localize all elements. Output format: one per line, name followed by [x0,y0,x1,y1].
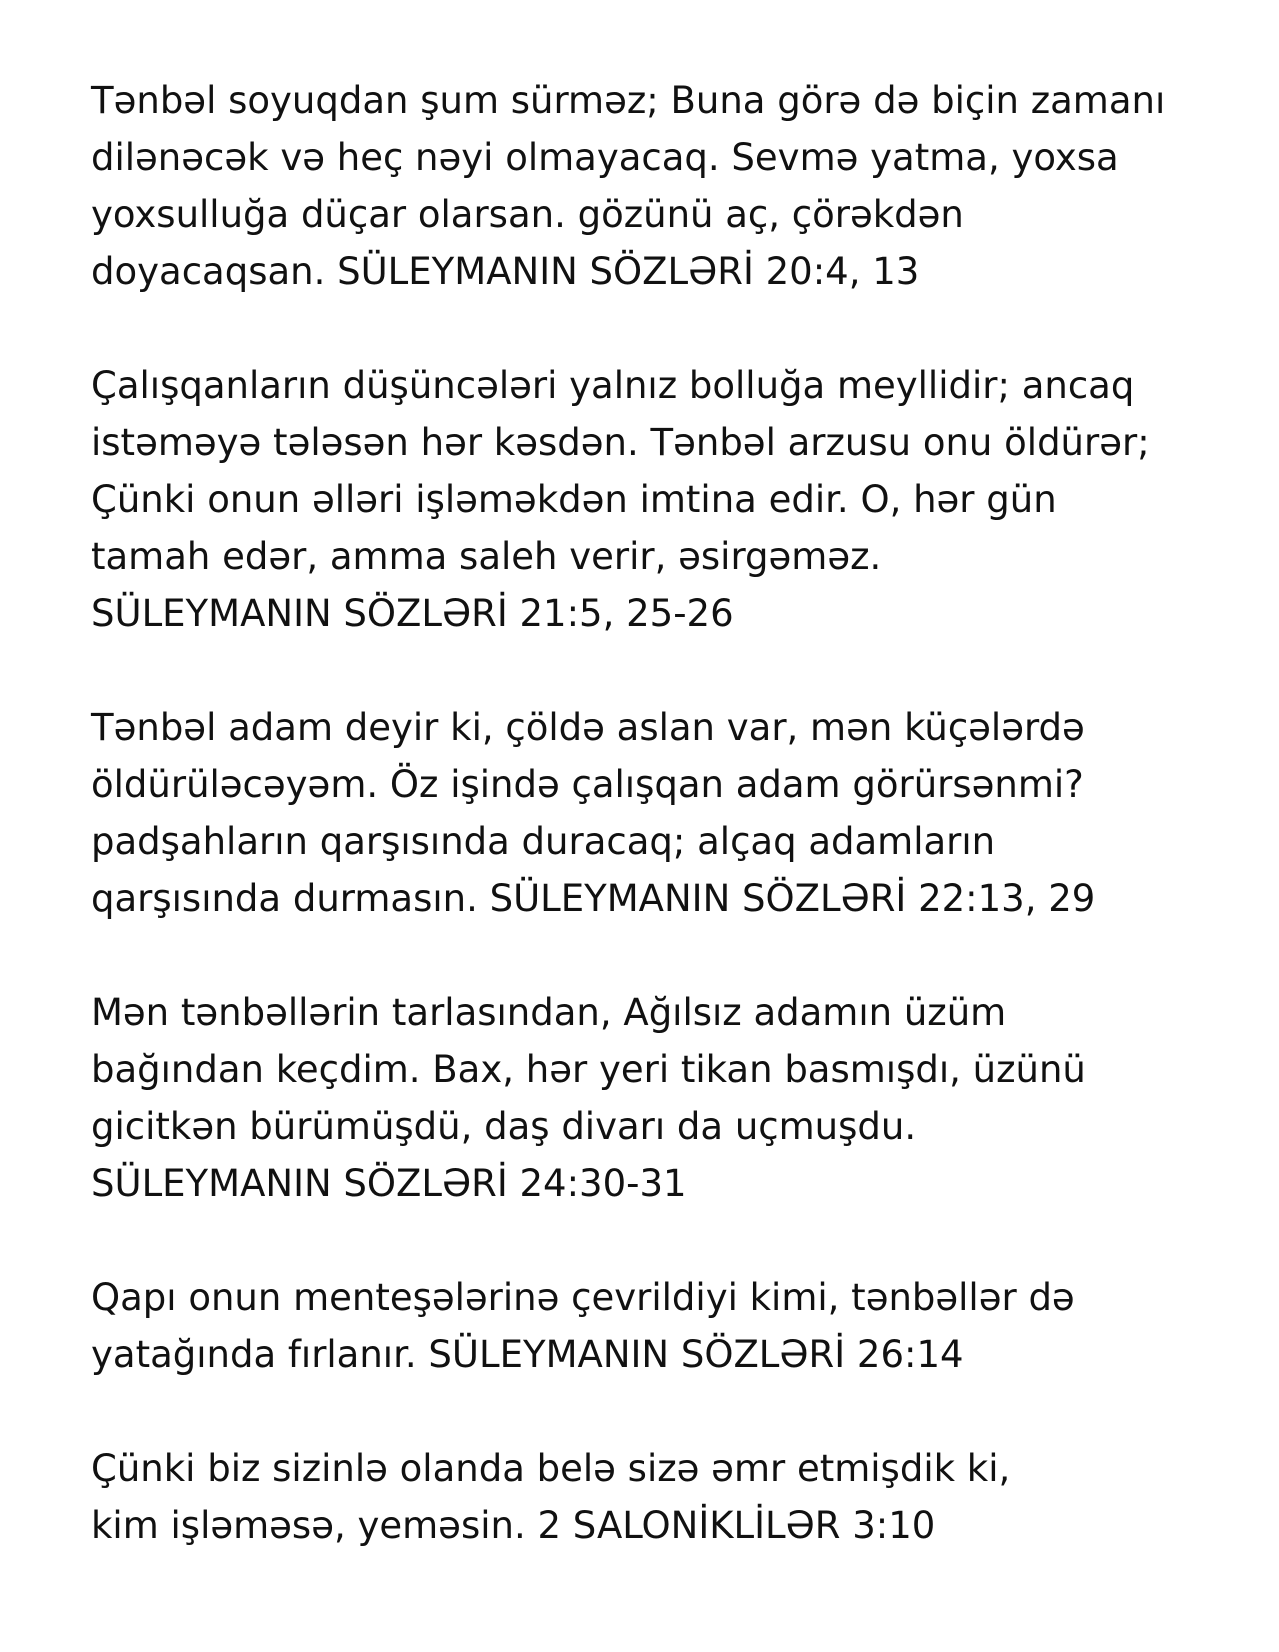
text-line: SÜLEYMANIN SÖZLƏRİ 24:30-31 [91,1162,687,1205]
text-line: Tənbəl adam deyir ki, çöldə aslan var, mən küçələrdə [91,706,1085,749]
text-line: yoxsulluğa düçar olarsan. gözünü aç, çörəkdən [91,193,964,236]
text-line: qarşısında durmasın. SÜLEYMANIN SÖZLƏRİ 22:13, 29 [91,877,1096,920]
text-line: dilənəcək və heç nəyi olmayacaq. Sevmə yatma, yoxsa [91,136,1119,179]
text-line: Mən tənbəllərin tarlasından, Ağılsız adamın üzüm [91,991,1007,1034]
text-line: Tənbəl soyuqdan şum sürməz; Buna görə də biçin zamanı [91,79,1166,122]
verse-paragraph [91,984,1251,1212]
text-line: yatağında fırlanır. SÜLEYMANIN SÖZLƏRİ 26:14 [91,1333,964,1376]
verse-paragraph [91,72,1251,300]
verse-paragraph [91,1440,1251,1554]
text-line: doyacaqsan. SÜLEYMANIN SÖZLƏRİ 20:4, 13 [91,250,920,293]
text-line: gicitkən bürümüşdü, daş divarı da uçmuşdu. [91,1105,917,1148]
text-line: Çünki biz sizinlə olanda belə sizə əmr etmişdik ki, [91,1447,1011,1490]
text-line: tamah edər, amma saleh verir, əsirgəməz. [91,535,882,578]
document-page [91,72,1251,1611]
verse-paragraph [91,1269,1251,1383]
text-line: kim işləməsə, yeməsin. 2 SALONİKLİLƏR 3:10 [91,1504,936,1547]
text-line: öldürüləcəyəm. Öz işində çalışqan adam görürsənmi? [91,763,1084,806]
text-line: bağından keçdim. Bax, hər yeri tikan basmışdı, üzünü [91,1048,1086,1091]
text-line: SÜLEYMANIN SÖZLƏRİ 21:5, 25-26 [91,592,734,635]
text-line: Çünki onun əlləri işləməkdən imtina edir. O, hər gün [91,478,1057,521]
verse-paragraph [91,357,1251,642]
text-line: Qapı onun menteşələrinə çevrildiyi kimi, tənbəllər də [91,1276,1075,1319]
text-line: istəməyə tələsən hər kəsdən. Tənbəl arzusu onu öldürər; [91,421,1150,464]
text-line: padşahların qarşısında duracaq; alçaq adamların [91,820,996,863]
text-line: Çalışqanların düşüncələri yalnız bolluğa meyllidir; ancaq [91,364,1135,407]
verse-paragraph [91,699,1251,927]
